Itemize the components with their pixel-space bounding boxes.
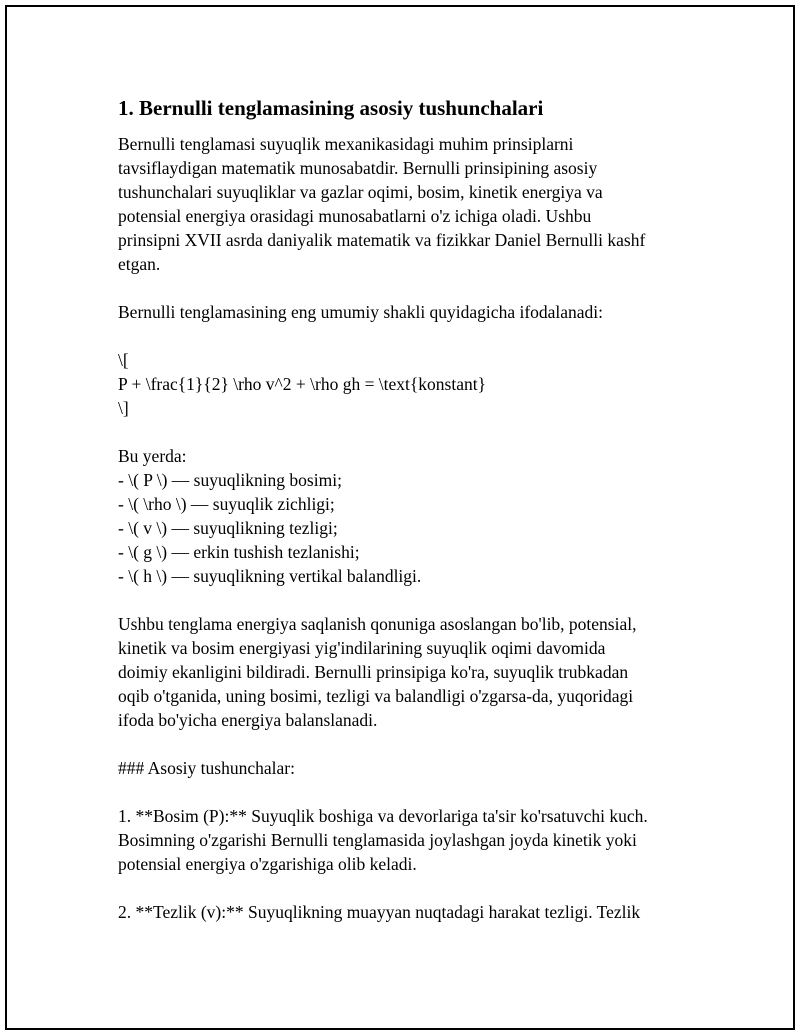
page-frame bbox=[5, 5, 795, 1030]
paragraph-gap bbox=[118, 324, 688, 348]
concept-velocity-item: 2. **Tezlik (v):** Suyuqlikning muayyan nuqtadagi harakat tezligi. Tezlik bbox=[118, 902, 641, 922]
document-title: 1. Bernulli tenglamasining asosiy tushunchalari bbox=[118, 96, 544, 120]
intro-paragraph: Bernulli tenglamasi suyuqlik mexanikasidagi muhim prinsiplarni tavsiflaydigan matematik munosabatdir. Bernulli prinsipining asosiy tushunchalari suyuqliklar va gazlar oqimi, bosim, kinetik energiya va potensial energiya orasidagi munosabatlarni o'z ichiga oladi. Ushbu prinsipni XVII asrda daniyalik matematik va fizikkar Daniel Bernulli kashf etgan. bbox=[118, 134, 646, 274]
section-heading: ### Asosiy tushunchalar: bbox=[118, 758, 295, 778]
paragraph-gap bbox=[118, 276, 688, 300]
paragraph-gap bbox=[118, 420, 688, 444]
equation-intro-paragraph: Bernulli tenglamasining eng umumiy shakli quyidagicha ifodalanadi: bbox=[118, 302, 604, 322]
variables-list: Bu yerda: - \( P \) — suyuqlikning bosimi; - \( \rho \) — suyuqlik zichligi; - \( v \) — suyuqlikning tezligi; - \( g \) — erkin tushish tezlanishi; - \( h \) — suyuqlikning vertikal balandligi. bbox=[118, 446, 422, 586]
document-body bbox=[118, 94, 688, 924]
paragraph-gap bbox=[118, 588, 688, 612]
explanation-paragraph: Ushbu tenglama energiya saqlanish qonuniga asoslangan bo'lib, potensial, kinetik va bosim energiyasi yig'indilarining suyuqlik oqimi davomida doimiy ekanligini bildiradi. Bernulli prinsipiga ko'ra, suyuqlik trubkadan oqib o'tganida, uning bosimi, tezligi va balandligi o'zgarsa-da, yuqoridagi ifoda bo'yicha energiya balanslanadi. bbox=[118, 614, 637, 730]
paragraph-gap bbox=[118, 732, 688, 756]
paragraph-gap bbox=[118, 780, 688, 804]
equation-block: \[ P + \frac{1}{2} \rho v^2 + \rho gh = \text{konstant} \] bbox=[118, 350, 487, 418]
concept-pressure-item: 1. **Bosim (P):** Suyuqlik boshiga va devorlariga ta'sir ko'rsatuvchi kuch. Bosimning o'zgarishi Bernulli tenglamasida joylashgan joyda kinetik yoki potensial energiya o'zgarishiga olib keladi. bbox=[118, 806, 648, 874]
paragraph-gap bbox=[118, 876, 688, 900]
